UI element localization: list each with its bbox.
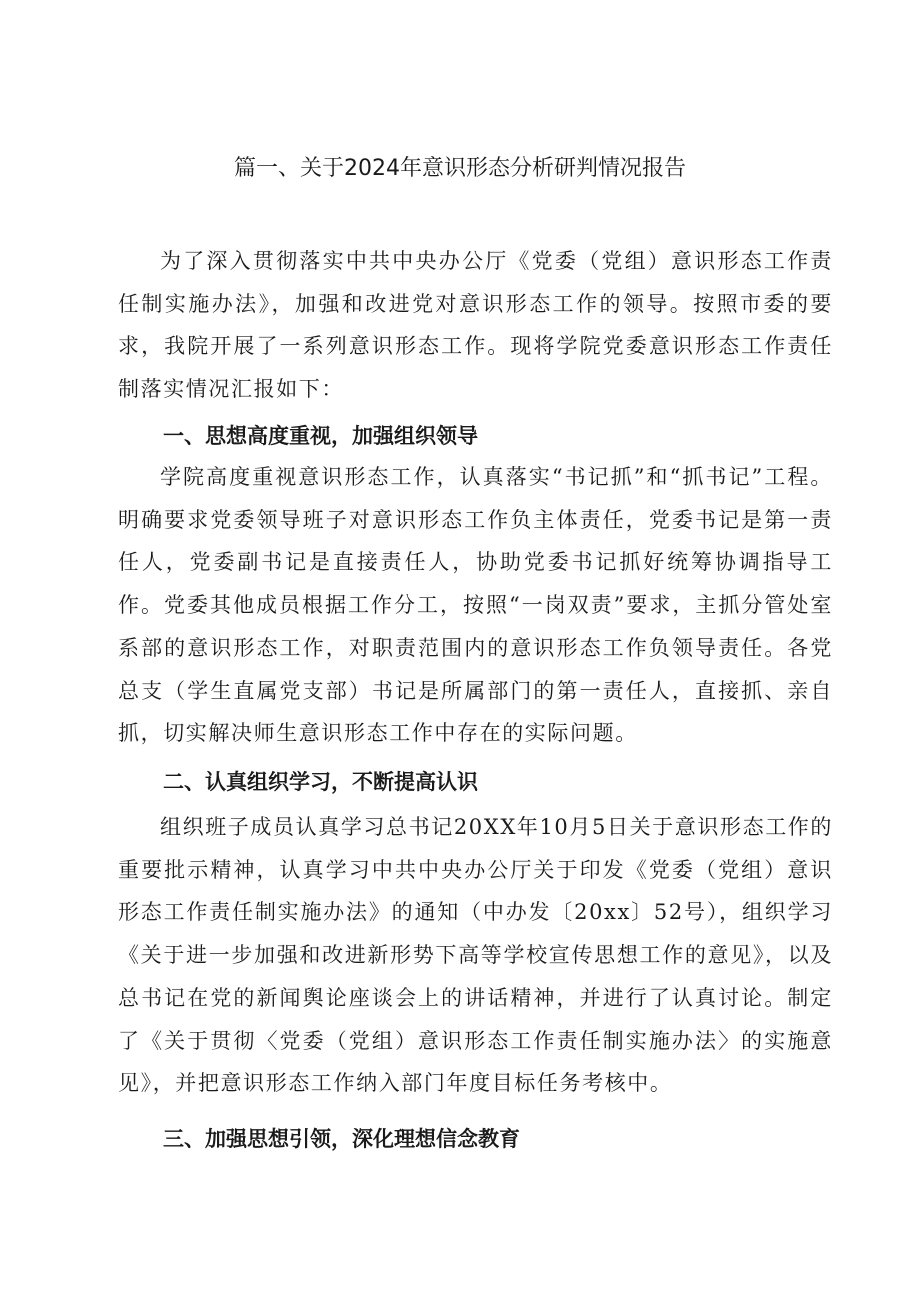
- document-title: 篇一、关于2024年意识形态分析研判情况报告: [234, 156, 686, 181]
- section-1-heading: 一、思想高度重视，加强组织领导: [163, 424, 478, 448]
- section-2-paragraph: 组织班子成员认真学习总书记20XX年10月5日关于意识形态工作的重要批示精神，认真学习中共中央办公厅关于印发《党委（党组）意识形态工作责任制实施办法》的通知（中办发〔20xx〕52号），组织学习《关于进一步加强和改进新形势下高等学校宣传思想工作的意见》，以及总书记在党的新闻舆论座谈会上的讲话精神，并进行了认真讨论。制定了《关于贯彻〈党委（党组）意识形态工作责任制实施办法〉的实施意见》，并把意识形态工作纳入部门年度目标任务考核中。: [118, 815, 833, 1096]
- section-2-block: [118, 806, 833, 1105]
- intro-block: [118, 240, 833, 411]
- intro-paragraph: 为了深入贯彻落实中共中央办公厅《党委（党组）意识形态工作责任制实施办法》，加强和改进党对意识形态工作的领导。按照市委的要求，我院开展了一系列意识形态工作。现将学院党委意识形态工作责任制落实情况汇报如下：: [118, 249, 833, 402]
- section-3-heading: 三、加强思想引领，深化理想信念教育: [163, 1127, 520, 1151]
- section-1-paragraph: 学院高度重视意识形态工作，认真落实“书记抓”和“抓书记”工程。明确要求党委领导班子对意识形态工作负主体责任，党委书记是第一责任人，党委副书记是直接责任人，协助党委书记抓好统筹协调指导工作。党委其他成员根据工作分工，按照“一岗双责”要求，主抓分管处室系部的意识形态工作，对职责范围内的意识形态工作负领导责任。各党总支（学生直属党支部）书记是所属部门的第一责任人，直接抓、亲自抓，切实解决师生意识形态工作中存在的实际问题。: [118, 465, 833, 746]
- section-1-block: [118, 456, 833, 755]
- section-2-heading: 二、认真组织学习，不断提高认识: [163, 770, 478, 794]
